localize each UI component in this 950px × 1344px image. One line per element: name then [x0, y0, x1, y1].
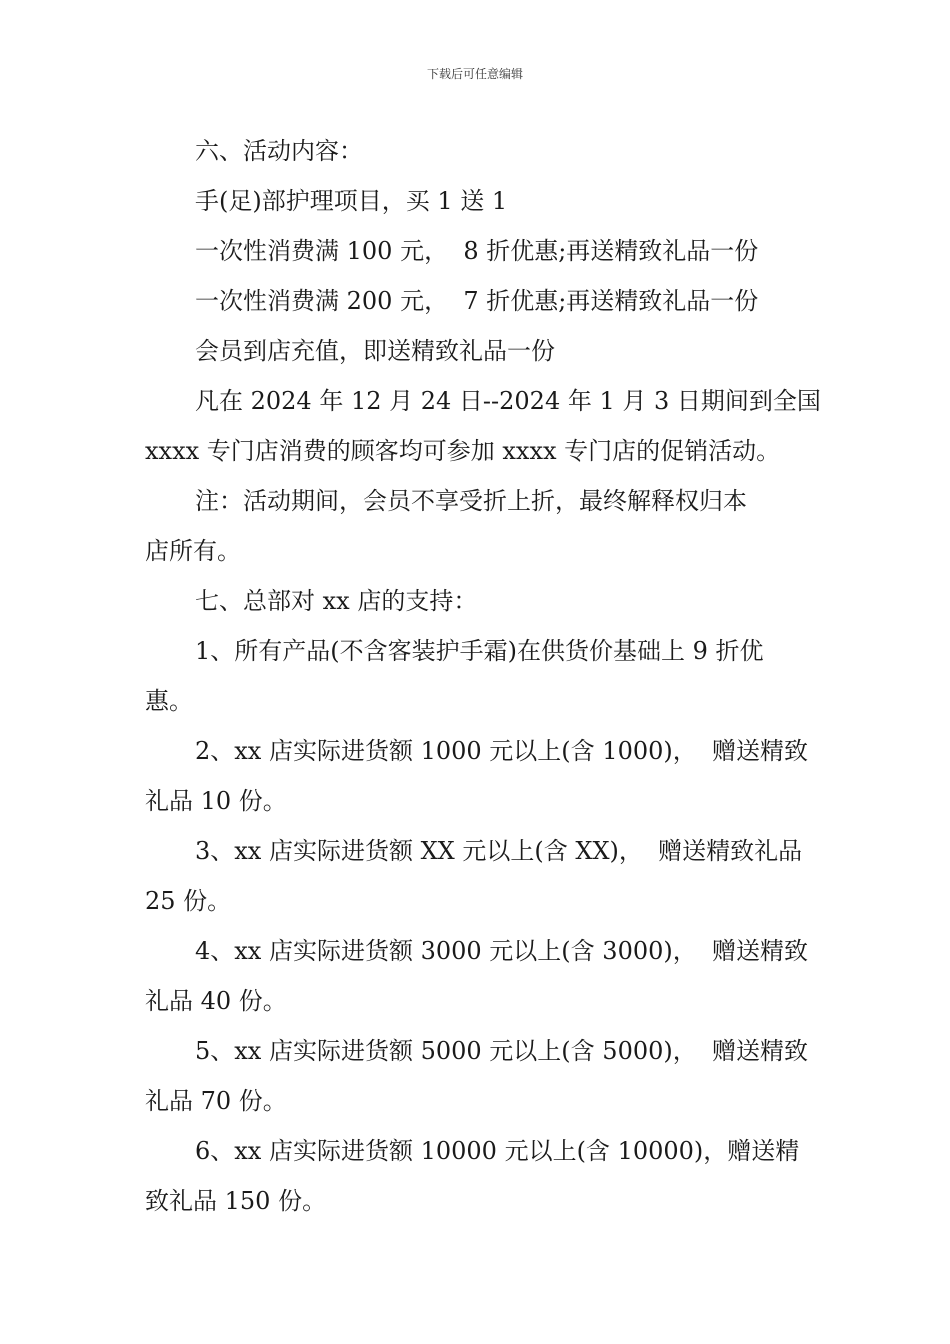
list-item: 3、xx 店实际进货额 XX 元以上(含 XX)， 赠送精致礼品: [195, 837, 803, 865]
page-header: 下载后可任意编辑: [426, 67, 523, 81]
paragraph-line: 一次性消费满 100 元， 8 折优惠;再送精致礼品一份: [195, 237, 759, 265]
list-item: 4、xx 店实际进货额 3000 元以上(含 3000)， 赠送精致: [195, 937, 808, 965]
list-item: 致礼品 150 份。: [145, 1187, 327, 1215]
section-heading-support: 七、总部对 xx 店的支持：: [195, 587, 478, 615]
note-line: 店所有。: [145, 537, 241, 565]
paragraph-line: xxxx 专门店消费的顾客均可参加 xxxx 专门店的促销活动。: [145, 437, 781, 465]
list-item: 惠。: [145, 687, 193, 715]
paragraph-line: 手(足)部护理项目，买 1 送 1: [195, 187, 508, 215]
note-line: 注：活动期间，会员不享受折上折，最终解释权归本: [195, 487, 747, 515]
list-item: 礼品 10 份。: [145, 787, 287, 815]
paragraph-line: 凡在 2024 年 12 月 24 日--2024 年 1 月 3 日期间到全国: [195, 387, 821, 415]
paragraph-line: 一次性消费满 200 元， 7 折优惠;再送精致礼品一份: [195, 287, 759, 315]
section-heading-activity: 六、活动内容：: [195, 137, 363, 165]
paragraph-line: 会员到店充值，即送精致礼品一份: [195, 337, 555, 365]
list-item: 5、xx 店实际进货额 5000 元以上(含 5000)， 赠送精致: [195, 1037, 808, 1065]
list-item: 礼品 40 份。: [145, 987, 287, 1015]
list-item: 25 份。: [145, 887, 232, 915]
list-item: 6、xx 店实际进货额 10000 元以上(含 10000)，赠送精: [195, 1137, 800, 1165]
list-item: 2、xx 店实际进货额 1000 元以上(含 1000)， 赠送精致: [195, 737, 808, 765]
document-body: [145, 126, 821, 1226]
list-item: 1、所有产品(不含客装护手霜)在供货价基础上 9 折优: [195, 637, 764, 665]
list-item: 礼品 70 份。: [145, 1087, 287, 1115]
